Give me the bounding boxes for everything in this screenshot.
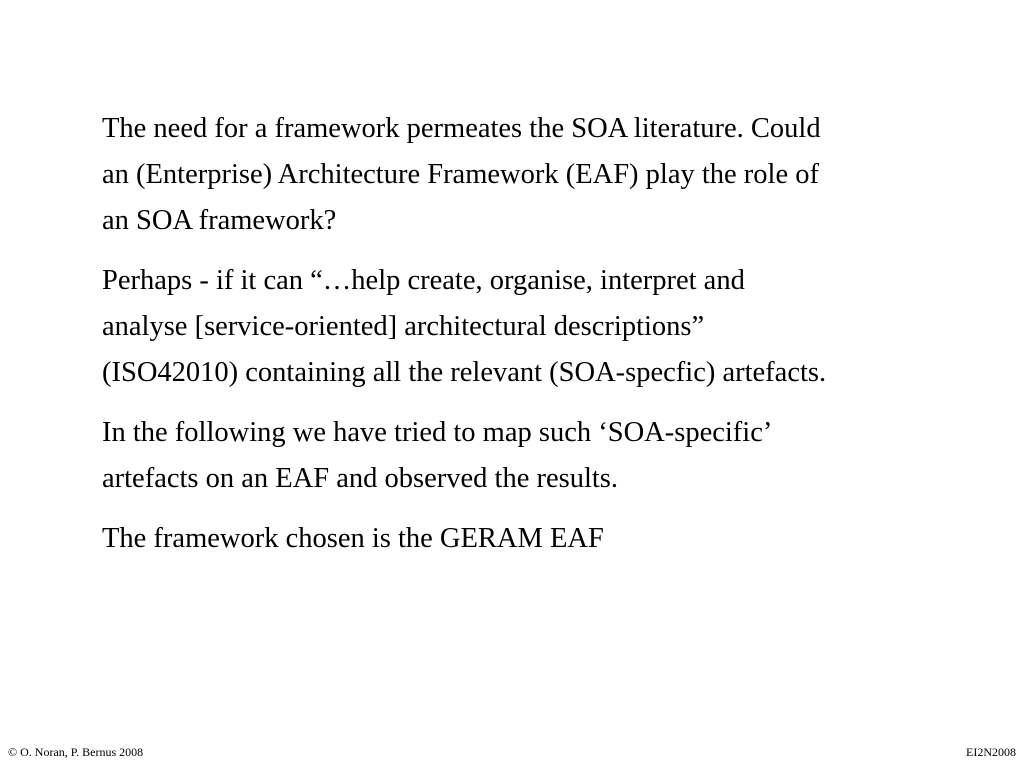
paragraph-1 [102, 106, 982, 244]
paragraph-line: analyse [service-oriented] architectural descriptions” [102, 311, 705, 342]
paragraph-3 [102, 410, 982, 502]
paragraph-line: an (Enterprise) Architecture Framework (EAF) play the role of [102, 159, 819, 190]
paragraph-line: The framework chosen is the GERAM EAF [102, 523, 604, 554]
footer-code: EI2N2008 [966, 745, 1016, 759]
paragraph-line: Perhaps - if it can “…help create, organise, interpret and [102, 265, 745, 296]
paragraph-line: (ISO42010) containing all the relevant (SOA-specfic) artefacts. [102, 357, 827, 388]
slide-body [102, 106, 982, 576]
paragraph-2 [102, 258, 982, 396]
paragraph-line: artefacts on an EAF and observed the results. [102, 463, 619, 494]
paragraph-4 [102, 516, 982, 562]
paragraph-line: The need for a framework permeates the SOA literature. Could [102, 113, 821, 144]
paragraph-line: an SOA framework? [102, 205, 337, 236]
footer-copyright: © O. Noran, P. Bernus 2008 [8, 745, 144, 759]
paragraph-line: In the following we have tried to map such ‘SOA-specific’ [102, 417, 773, 448]
